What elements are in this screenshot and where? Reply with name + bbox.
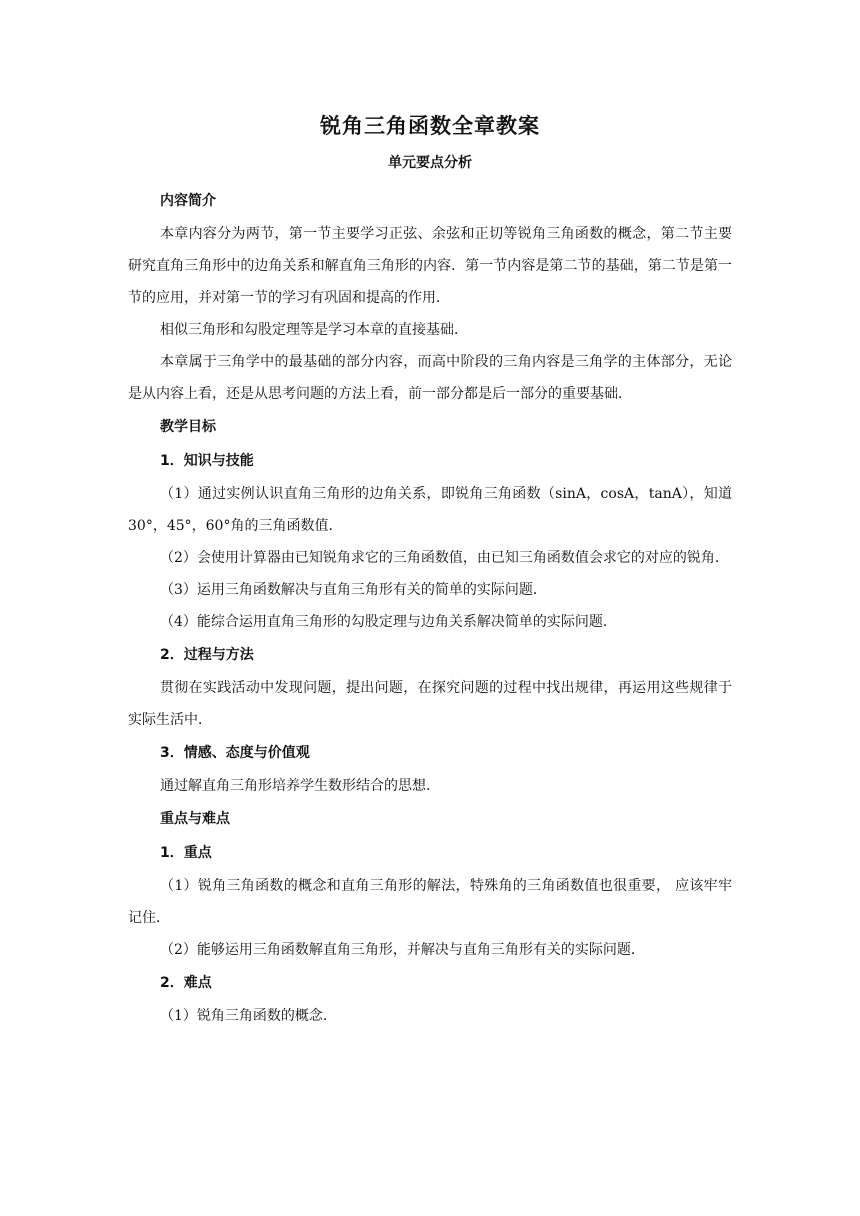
paragraph-goal-3: 通过解直角三角形培养学生数形结合的思想． <box>160 778 440 794</box>
heading-key-1: 1．重点 <box>160 845 212 861</box>
heading-goal-2: 2．过程与方法 <box>160 647 254 663</box>
paragraph-goal-2: 贯彻在实践活动中发现问题，提出问题，在探究问题的过程中找出规律，再运用这些规律于实际生活中． <box>128 680 732 728</box>
goal-1-item-2: （2）会使用计算器由已知锐角求它的三角函数值，由已知三角函数值会求它的对应的锐角． <box>160 550 729 566</box>
paragraph-intro-3: 本章属于三角学中的最基础的部分内容，而高中阶段的三角内容是三角学的主体部分，无论是从内容上看，还是从思考问题的方法上看，前一部分都是后一部分的重要基础． <box>128 354 732 402</box>
paragraph-intro-2: 相似三角形和勾股定理等是学习本章的直接基础． <box>160 322 468 338</box>
heading-goal-3: 3．情感、态度与价值观 <box>160 745 310 761</box>
heading-key-2: 2．难点 <box>160 975 212 991</box>
heading-goals: 教学目标 <box>160 419 216 435</box>
key-1-item-1: （1）锐角三角函数的概念和直角三角形的解法，特殊角的三角函数值也很重要， 应该牢牢记住． <box>128 878 732 926</box>
key-1-item-2: （2）能够运用三角函数解直角三角形，并解决与直角三角形有关的实际问题． <box>160 942 645 958</box>
heading-key-points: 重点与难点 <box>160 811 230 827</box>
document-body <box>128 110 732 1032</box>
goal-1-item-4: （4）能综合运用直角三角形的勾股定理与边角关系解决简单的实际问题． <box>160 614 617 630</box>
key-2-item-1: （1）锐角三角函数的概念． <box>160 1008 337 1024</box>
document-subtitle: 单元要点分析 <box>388 155 472 171</box>
heading-intro: 内容简介 <box>160 193 216 209</box>
paragraph-intro-1: 本章内容分为两节，第一节主要学习正弦、余弦和正切等锐角三角函数的概念，第二节主要研究直角三角形中的边角关系和解直角三角形的内容．第一节内容是第二节的基础，第二节是第一节的应用，并对第一节的学习有巩固和提高的作用． <box>128 226 732 306</box>
goal-1-item-1: （1）通过实例认识直角三角形的边角关系，即锐角三角函数（sinA，cosA，tanA），知道 30°，45°，60°角的三角函数值． <box>128 486 732 534</box>
goal-1-item-3: （3）运用三角函数解决与直角三角形有关的简单的实际问题． <box>160 582 547 598</box>
heading-goal-1: 1．知识与技能 <box>160 453 254 469</box>
document-title: 锐角三角函数全章教案 <box>320 114 540 138</box>
